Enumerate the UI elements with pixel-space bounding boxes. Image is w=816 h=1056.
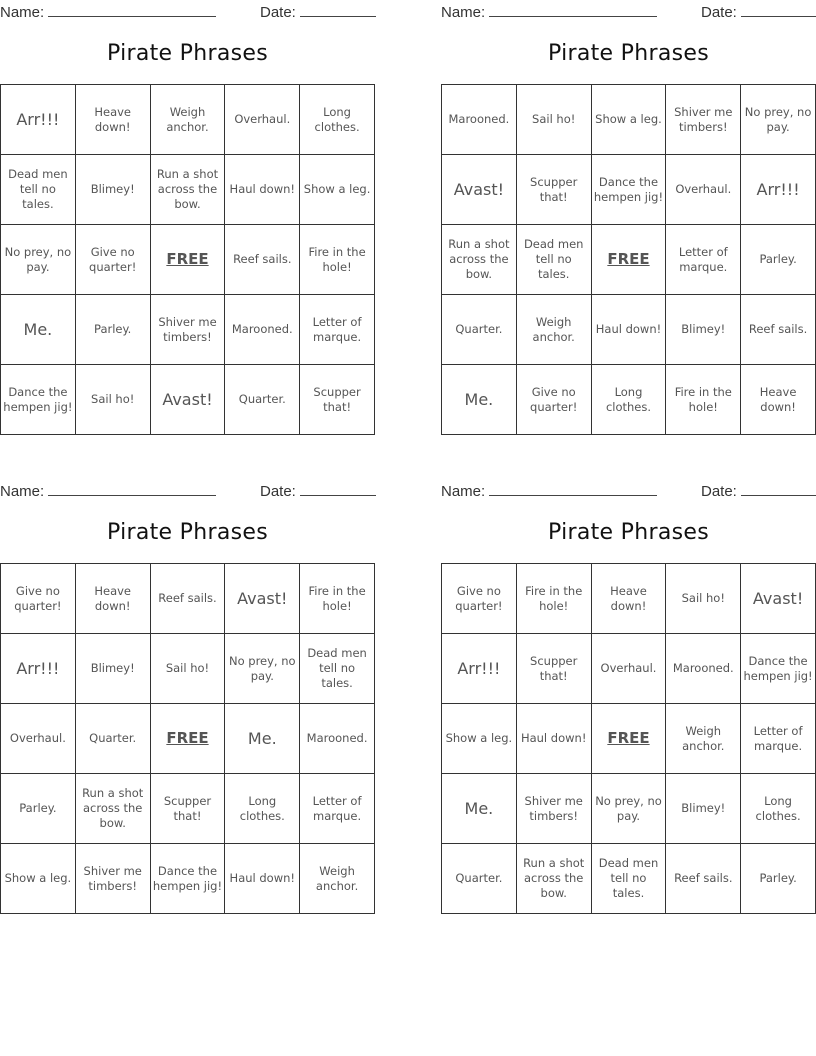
bingo-cell: Run a shot across the bow. [76, 774, 151, 844]
bingo-cell: Reef sails. [741, 295, 816, 365]
bingo-cell: Sail ho! [666, 564, 741, 634]
bingo-grid [0, 563, 375, 914]
bingo-cell: Blimey! [76, 155, 151, 225]
date-line [741, 482, 816, 496]
bingo-cell: Marooned. [225, 295, 300, 365]
free-space: FREE [592, 704, 667, 774]
bingo-cell: Fire in the hole! [300, 564, 375, 634]
bingo-cell: Haul down! [517, 704, 592, 774]
bingo-cell: Blimey! [666, 774, 741, 844]
bingo-cell: Letter of marque. [300, 774, 375, 844]
bingo-cell: Blimey! [666, 295, 741, 365]
bingo-cell: Overhaul. [592, 634, 667, 704]
card-header [441, 1, 816, 21]
bingo-cell: Dance the hempen jig! [592, 155, 667, 225]
bingo-cell: Shiver me timbers! [151, 295, 226, 365]
bingo-cell: Shiver me timbers! [76, 844, 151, 914]
bingo-cell: No prey, no pay. [1, 225, 76, 295]
bingo-cell: Reef sails. [666, 844, 741, 914]
bingo-cell: Overhaul. [666, 155, 741, 225]
name-label: Name: [441, 483, 486, 500]
bingo-cell: Marooned. [300, 704, 375, 774]
bingo-cell: Show a leg. [592, 85, 667, 155]
bingo-cell: Heave down! [741, 365, 816, 435]
bingo-cell: Marooned. [442, 85, 517, 155]
name-line [489, 482, 657, 496]
bingo-cell: Sail ho! [517, 85, 592, 155]
bingo-cell: Arr!!! [741, 155, 816, 225]
bingo-cell: Fire in the hole! [300, 225, 375, 295]
name-line [48, 482, 216, 496]
bingo-cell: Scupper that! [517, 155, 592, 225]
bingo-cell: Shiver me timbers! [666, 85, 741, 155]
bingo-cell: Scupper that! [300, 365, 375, 435]
name-label: Name: [0, 4, 45, 21]
bingo-cell: Shiver me timbers! [517, 774, 592, 844]
name-label: Name: [0, 483, 45, 500]
bingo-cell: Run a shot across the bow. [442, 225, 517, 295]
bingo-cell: Quarter. [442, 844, 517, 914]
bingo-cell: Show a leg. [442, 704, 517, 774]
bingo-cell: Avast! [741, 564, 816, 634]
bingo-cell: Scupper that! [517, 634, 592, 704]
date-line [300, 482, 376, 496]
bingo-cell: Sail ho! [76, 365, 151, 435]
bingo-cell: Sail ho! [151, 634, 226, 704]
bingo-cell: Avast! [225, 564, 300, 634]
bingo-cell: Letter of marque. [666, 225, 741, 295]
card-header [0, 1, 375, 21]
date-label: Date: [260, 4, 296, 21]
name-line [489, 3, 657, 17]
bingo-cell: Letter of marque. [741, 704, 816, 774]
name-label: Name: [441, 4, 486, 21]
bingo-cell: Dead men tell no tales. [1, 155, 76, 225]
bingo-cell: Quarter. [442, 295, 517, 365]
bingo-cell: Me. [442, 365, 517, 435]
bingo-cell: Heave down! [76, 85, 151, 155]
name-line [48, 3, 216, 17]
bingo-cell: No prey, no pay. [225, 634, 300, 704]
bingo-cell: Overhaul. [1, 704, 76, 774]
bingo-cell: Dance the hempen jig! [1, 365, 76, 435]
bingo-cell: Dead men tell no tales. [592, 844, 667, 914]
bingo-cell: Me. [442, 774, 517, 844]
bingo-cell: Avast! [442, 155, 517, 225]
bingo-cell: Parley. [76, 295, 151, 365]
bingo-cell: Long clothes. [225, 774, 300, 844]
bingo-cell: No prey, no pay. [592, 774, 667, 844]
card-title: Pirate Phrases [548, 41, 709, 66]
bingo-cell: Weigh anchor. [517, 295, 592, 365]
bingo-cell: Heave down! [76, 564, 151, 634]
bingo-cell: Give no quarter! [517, 365, 592, 435]
bingo-cell: Dead men tell no tales. [517, 225, 592, 295]
bingo-cell: Give no quarter! [76, 225, 151, 295]
bingo-cell: Dance the hempen jig! [151, 844, 226, 914]
bingo-cell: Arr!!! [442, 634, 517, 704]
date-label: Date: [260, 483, 296, 500]
date-line [300, 3, 376, 17]
bingo-cell: Parley. [1, 774, 76, 844]
bingo-cell: Weigh anchor. [666, 704, 741, 774]
bingo-cell: Avast! [151, 365, 226, 435]
card-header [0, 480, 375, 500]
bingo-cell: Give no quarter! [442, 564, 517, 634]
bingo-cell: Give no quarter! [1, 564, 76, 634]
free-space: FREE [151, 225, 226, 295]
bingo-grid [441, 84, 816, 435]
bingo-cell: Me. [225, 704, 300, 774]
bingo-cell: Haul down! [225, 155, 300, 225]
free-space: FREE [592, 225, 667, 295]
card-title: Pirate Phrases [107, 520, 268, 545]
bingo-cell: Show a leg. [1, 844, 76, 914]
bingo-cell: Weigh anchor. [151, 85, 226, 155]
bingo-cell: Reef sails. [225, 225, 300, 295]
card-title: Pirate Phrases [107, 41, 268, 66]
bingo-cell: Arr!!! [1, 634, 76, 704]
bingo-cell: Long clothes. [300, 85, 375, 155]
bingo-cell: Parley. [741, 844, 816, 914]
card-title: Pirate Phrases [548, 520, 709, 545]
bingo-cell: Run a shot across the bow. [517, 844, 592, 914]
bingo-cell: Quarter. [225, 365, 300, 435]
bingo-cell: Me. [1, 295, 76, 365]
bingo-cell: Dead men tell no tales. [300, 634, 375, 704]
bingo-cell: Long clothes. [592, 365, 667, 435]
bingo-grid [0, 84, 375, 435]
bingo-grid [441, 563, 816, 914]
bingo-cell: Haul down! [592, 295, 667, 365]
bingo-cell: No prey, no pay. [741, 85, 816, 155]
bingo-cell: Fire in the hole! [517, 564, 592, 634]
bingo-cell: Reef sails. [151, 564, 226, 634]
free-space: FREE [151, 704, 226, 774]
bingo-cell: Show a leg. [300, 155, 375, 225]
bingo-cell: Haul down! [225, 844, 300, 914]
bingo-cell: Marooned. [666, 634, 741, 704]
bingo-cell: Long clothes. [741, 774, 816, 844]
card-header [441, 480, 816, 500]
bingo-cell: Blimey! [76, 634, 151, 704]
date-label: Date: [701, 4, 737, 21]
bingo-cell: Scupper that! [151, 774, 226, 844]
bingo-cell: Arr!!! [1, 85, 76, 155]
bingo-cell: Dance the hempen jig! [741, 634, 816, 704]
bingo-cell: Run a shot across the bow. [151, 155, 226, 225]
bingo-cell: Parley. [741, 225, 816, 295]
bingo-cell: Overhaul. [225, 85, 300, 155]
bingo-cell: Fire in the hole! [666, 365, 741, 435]
bingo-cell: Weigh anchor. [300, 844, 375, 914]
date-line [741, 3, 816, 17]
date-label: Date: [701, 483, 737, 500]
bingo-cell: Heave down! [592, 564, 667, 634]
bingo-cell: Quarter. [76, 704, 151, 774]
bingo-cell: Letter of marque. [300, 295, 375, 365]
